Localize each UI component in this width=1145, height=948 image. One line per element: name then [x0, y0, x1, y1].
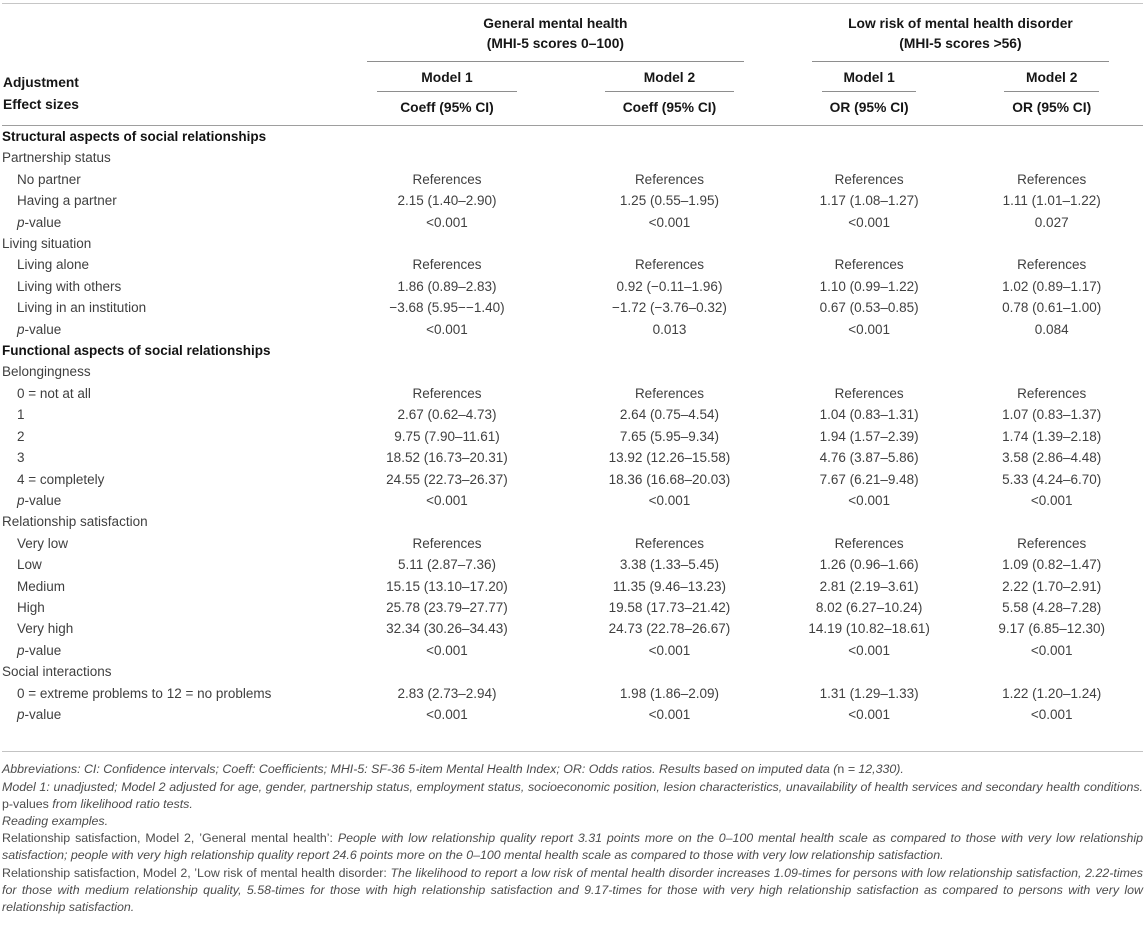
- column-group-low-risk: [778, 4, 1143, 63]
- cell-value: 1.22 (1.20–1.24): [1002, 685, 1102, 701]
- cell-value: References: [834, 171, 904, 187]
- row-label: Structural aspects of social relationships: [2, 129, 267, 144]
- cell-value: 4.76 (3.87–5.86): [819, 450, 919, 466]
- cell-value: <0.001: [848, 706, 890, 722]
- cell-value: [960, 126, 1143, 148]
- footnote-segment: p-values: [2, 796, 49, 811]
- cell-value: [960, 340, 1143, 361]
- row-label: p-value: [17, 214, 62, 230]
- cell-value: [561, 361, 778, 382]
- cell-value: <0.001: [1030, 642, 1073, 658]
- cell-value: [333, 126, 561, 148]
- row-label: Very high: [17, 621, 74, 637]
- row-label: Low: [17, 557, 42, 573]
- cell-value: 2.15 (1.40–2.90): [397, 193, 497, 209]
- row-label: Medium: [17, 578, 66, 594]
- cell-value: <0.001: [1030, 492, 1073, 508]
- table-row: [2, 533, 1143, 554]
- footnote-paragraph: [2, 865, 1143, 917]
- cell-value: References: [634, 385, 704, 401]
- cell-value: [333, 147, 561, 168]
- model-header-row: [2, 62, 1143, 92]
- cell-value: 1.26 (0.96–1.66): [819, 557, 919, 573]
- cell-value: 1.10 (0.99–1.22): [819, 278, 919, 294]
- cell-value: 7.65 (5.95–9.34): [619, 428, 719, 444]
- cell-value: 0.78 (0.61–1.00): [1002, 300, 1102, 316]
- footnote-segment: Relationship satisfaction, Model 2, ’Low risk of mental health disorder:: [2, 865, 391, 880]
- cell-value: References: [412, 535, 482, 551]
- cell-value: References: [834, 385, 904, 401]
- cell-value: 5.33 (4.24–6.70): [1002, 471, 1102, 487]
- row-label: Living in an institution: [17, 300, 147, 316]
- footnote-segment: Relationship satisfaction, Model 2, ’General mental health’:: [2, 831, 338, 846]
- cell-value: References: [1017, 535, 1087, 551]
- table-row: [2, 683, 1143, 704]
- footnote-paragraph: [2, 830, 1143, 864]
- cell-value: <0.001: [648, 642, 691, 658]
- table-row: [2, 361, 1143, 382]
- cell-value: References: [634, 171, 704, 187]
- cell-value: [561, 147, 778, 168]
- footnote-segment: Reading examples.: [2, 813, 109, 828]
- table-row: [2, 212, 1143, 233]
- cell-value: 18.36 (16.68–20.03): [608, 471, 731, 487]
- cell-value: 1.02 (0.89–1.17): [1002, 278, 1102, 294]
- row-label: p-value: [17, 642, 62, 658]
- cell-value: <0.001: [426, 492, 468, 508]
- cell-value: [778, 361, 961, 382]
- cell-value: 18.52 (16.73–20.31): [386, 450, 508, 466]
- cell-value: 1.94 (1.57–2.39): [819, 428, 919, 444]
- cell-value: 5.11 (2.87–7.36): [397, 557, 497, 573]
- cell-value: [333, 511, 561, 532]
- cell-value: 5.58 (4.28–7.28): [1002, 599, 1102, 615]
- cell-value: 1.09 (0.82–1.47): [1002, 557, 1102, 573]
- cell-value: 1.86 (0.89–2.83): [397, 278, 497, 294]
- column-group-general-mental-health: [333, 4, 778, 63]
- cell-value: <0.001: [848, 321, 890, 337]
- table-row: [2, 597, 1143, 618]
- cell-value: [960, 511, 1143, 532]
- cell-value: References: [1017, 171, 1087, 187]
- table-row: [2, 233, 1143, 254]
- cell-value: [960, 233, 1143, 254]
- table-row: [2, 383, 1143, 404]
- footnote-segment: from likelihood ratio tests.: [48, 796, 193, 811]
- cell-value: 1.07 (0.83–1.37): [1002, 407, 1102, 423]
- row-label: 4 = completely: [17, 471, 105, 487]
- row-label: p-value: [17, 706, 62, 722]
- cell-value: 9.75 (7.90–11.61): [394, 428, 500, 444]
- footnote-segment: = 12,330).: [844, 762, 904, 777]
- cell-value: 13.92 (12.26–15.58): [608, 450, 731, 466]
- cell-value: 1.17 (1.08–1.27): [819, 193, 919, 209]
- cell-value: 2.64 (0.75–4.54): [619, 407, 719, 423]
- cell-value: [960, 661, 1143, 682]
- cell-value: 1.04 (0.83–1.31): [819, 407, 919, 423]
- cell-value: 1.25 (0.55–1.95): [619, 193, 719, 209]
- measure-header-coeff-1: Coeff (95% CI): [333, 92, 561, 126]
- cell-value: References: [1017, 257, 1087, 273]
- cell-value: 25.78 (23.79–27.77): [386, 599, 508, 615]
- cell-value: [561, 511, 778, 532]
- measure-header-or-2: OR (95% CI): [960, 92, 1143, 126]
- row-label: Having a partner: [17, 193, 117, 209]
- group-title-line2: (MHI-5 scores >56): [899, 36, 1022, 52]
- cell-value: <0.001: [648, 706, 691, 722]
- cell-value: <0.001: [848, 642, 890, 658]
- table-row: [2, 661, 1143, 682]
- cell-value: 15.15 (13.10–17.20): [386, 578, 508, 594]
- footnote-segment: Abbreviations: CI: Confidence intervals; Coeff: Coefficients; MHI-5: SF-36 5-item Mental Health Index; OR: Odds ratios. Results based on imputed data (: [2, 762, 838, 777]
- cell-value: 2.22 (1.70–2.91): [1002, 578, 1102, 594]
- row-label: Partnership status: [2, 150, 111, 166]
- model-header-lr-2: Model 2: [960, 62, 1143, 92]
- table-row: [2, 276, 1143, 297]
- table-row: [2, 254, 1143, 275]
- row-label: Belongingness: [2, 364, 91, 380]
- effect-sizes-label: Effect sizes: [3, 96, 79, 112]
- table-row: [2, 490, 1143, 511]
- cell-value: References: [412, 385, 482, 401]
- cell-value: <0.001: [426, 706, 468, 722]
- row-label: No partner: [17, 171, 81, 187]
- cell-value: −1.72 (−3.76–0.32): [612, 300, 727, 316]
- cell-value: [333, 340, 561, 361]
- footnote-segment: n: [837, 762, 845, 777]
- cell-value: 1.11 (1.01–1.22): [1002, 193, 1101, 209]
- model-header-gmh-2: Model 2: [561, 62, 778, 92]
- cell-value: 0.67 (0.53–0.85): [819, 300, 919, 316]
- cell-value: [778, 340, 961, 361]
- table-row: [2, 340, 1143, 361]
- cell-value: 2.81 (2.19–3.61): [819, 578, 919, 594]
- table-row: [2, 319, 1143, 340]
- corner-spacer: [2, 4, 333, 63]
- cell-value: <0.001: [426, 321, 468, 337]
- table-row: [2, 297, 1143, 318]
- row-label: 0 = extreme problems to 12 = no problems: [17, 685, 272, 701]
- cell-value: 2.67 (0.62–4.73): [397, 407, 497, 423]
- cell-value: 8.02 (6.27–10.24): [815, 599, 923, 615]
- group-title-line2: (MHI-5 scores 0–100): [486, 36, 625, 52]
- cell-value: 3.58 (2.86–4.48): [1002, 450, 1102, 466]
- table-row: [2, 640, 1143, 661]
- row-label: Functional aspects of social relationships: [2, 343, 271, 359]
- cell-value: [561, 661, 778, 682]
- row-label: 3: [17, 450, 25, 466]
- group-title-line1: General mental health: [483, 15, 628, 31]
- cell-value: 14.19 (10.82–18.61): [808, 621, 930, 637]
- cell-value: References: [834, 535, 904, 551]
- cell-value: References: [634, 535, 704, 551]
- footnote-paragraph: [2, 779, 1143, 813]
- adjustment-effect-sizes-header: [2, 62, 333, 126]
- row-label: Living situation: [2, 236, 92, 252]
- cell-value: 11.35 (9.46–13.23): [612, 578, 727, 594]
- table-row: [2, 404, 1143, 425]
- cell-value: [778, 147, 961, 168]
- row-label: 2: [17, 428, 25, 444]
- cell-value: References: [834, 257, 904, 273]
- group-title-line1: Low risk of mental health disorder: [848, 15, 1073, 31]
- cell-value: −3.68 (5.95−−1.40): [389, 300, 505, 316]
- cell-value: 3.38 (1.33–5.45): [619, 557, 719, 573]
- cell-value: <0.001: [426, 642, 468, 658]
- cell-value: 1.74 (1.39–2.18): [1002, 428, 1102, 444]
- row-label: Living alone: [17, 257, 90, 273]
- cell-value: 1.98 (1.86–2.09): [619, 685, 719, 701]
- group-title: [812, 14, 1109, 62]
- cell-value: [561, 340, 778, 361]
- footnote-segment: Model 1: unadjusted; Model 2 adjusted for age, gender, partnership status, employment status, socioeconomic position, lesion characteristics, unavailability of health services and secondary health conditions.: [2, 779, 1143, 794]
- table-row: [2, 147, 1143, 168]
- cell-value: <0.001: [426, 214, 468, 230]
- group-title: [367, 14, 744, 62]
- row-label: High: [17, 599, 45, 615]
- cell-value: 24.55 (22.73–26.37): [386, 471, 508, 487]
- cell-value: 2.83 (2.73–2.94): [397, 685, 497, 701]
- cell-value: 32.34 (30.26–34.43): [386, 621, 508, 637]
- table-row: [2, 554, 1143, 575]
- measure-header-or-1: OR (95% CI): [778, 92, 961, 126]
- cell-value: 0.027: [1034, 214, 1069, 230]
- cell-value: [960, 361, 1143, 382]
- cell-value: 0.013: [652, 321, 687, 337]
- footnotes: [2, 751, 1143, 916]
- results-table: [2, 3, 1143, 725]
- table-row: [2, 426, 1143, 447]
- cell-value: <0.001: [648, 492, 691, 508]
- cell-value: [778, 126, 961, 148]
- table-row: [2, 126, 1143, 148]
- footnote-paragraph: [2, 761, 1143, 778]
- table-row: [2, 169, 1143, 190]
- footnote-paragraph: [2, 813, 1143, 830]
- cell-value: References: [1017, 385, 1087, 401]
- cell-value: [333, 361, 561, 382]
- table-row: [2, 576, 1143, 597]
- row-label: p-value: [17, 321, 62, 337]
- table-row: [2, 704, 1143, 725]
- cell-value: 9.17 (6.85–12.30): [998, 621, 1105, 637]
- table-header: [2, 4, 1143, 126]
- cell-value: References: [412, 257, 482, 273]
- cell-value: <0.001: [648, 214, 691, 230]
- row-label: 0 = not at all: [17, 385, 91, 401]
- cell-value: <0.001: [1030, 706, 1073, 722]
- cell-value: <0.001: [848, 492, 890, 508]
- model-header-gmh-1: Model 1: [333, 62, 561, 92]
- row-label: Relationship satisfaction: [2, 514, 148, 530]
- cell-value: 0.084: [1034, 321, 1069, 337]
- cell-value: [561, 233, 778, 254]
- cell-value: References: [412, 171, 482, 187]
- model-header-lr-1: Model 1: [778, 62, 961, 92]
- footnote-segment: People with low relationship quality report 3.31 points more on the 0–100 mental health scale as compared to those with very low relationship satisfaction; people with very high relationship quality report 24.6 points more on the 0–100 mental health scale as compared to those with very low relationship satisfaction.: [2, 831, 1143, 863]
- cell-value: [333, 233, 561, 254]
- row-label: p-value: [17, 492, 62, 508]
- cell-value: References: [634, 257, 704, 273]
- group-header-row: [2, 4, 1143, 63]
- cell-value: 1.31 (1.29–1.33): [819, 685, 919, 701]
- cell-value: [778, 511, 961, 532]
- cell-value: [561, 126, 778, 148]
- table-row: [2, 618, 1143, 639]
- adjustment-label: Adjustment: [3, 75, 79, 91]
- cell-value: [960, 147, 1143, 168]
- cell-value: 19.58 (17.73–21.42): [608, 599, 731, 615]
- table-row: [2, 447, 1143, 468]
- table-row: [2, 511, 1143, 532]
- table-row: [2, 190, 1143, 211]
- row-label: 1: [17, 407, 25, 423]
- cell-value: [778, 661, 961, 682]
- row-label: Living with others: [17, 278, 122, 294]
- row-label: Very low: [17, 535, 69, 551]
- table-row: [2, 469, 1143, 490]
- cell-value: [778, 233, 961, 254]
- cell-value: 24.73 (22.78–26.67): [608, 621, 731, 637]
- cell-value: 0.92 (−0.11–1.96): [616, 278, 723, 294]
- measure-header-coeff-2: Coeff (95% CI): [561, 92, 778, 126]
- cell-value: 7.67 (6.21–9.48): [819, 471, 919, 487]
- cell-value: [333, 661, 561, 682]
- table-body: [2, 126, 1143, 726]
- footnote-segment: The likelihood to report a low risk of mental health disorder increases 1.09-times for persons with low relationship satisfaction, 2.22-times for those with medium relationship quality, 5.58-times for those with high relationship satisfaction and 9.17-times for those with very high relationship satisfaction as compared to persons with very low relationship satisfaction.: [2, 865, 1143, 914]
- cell-value: <0.001: [848, 214, 890, 230]
- row-label: Social interactions: [2, 664, 112, 680]
